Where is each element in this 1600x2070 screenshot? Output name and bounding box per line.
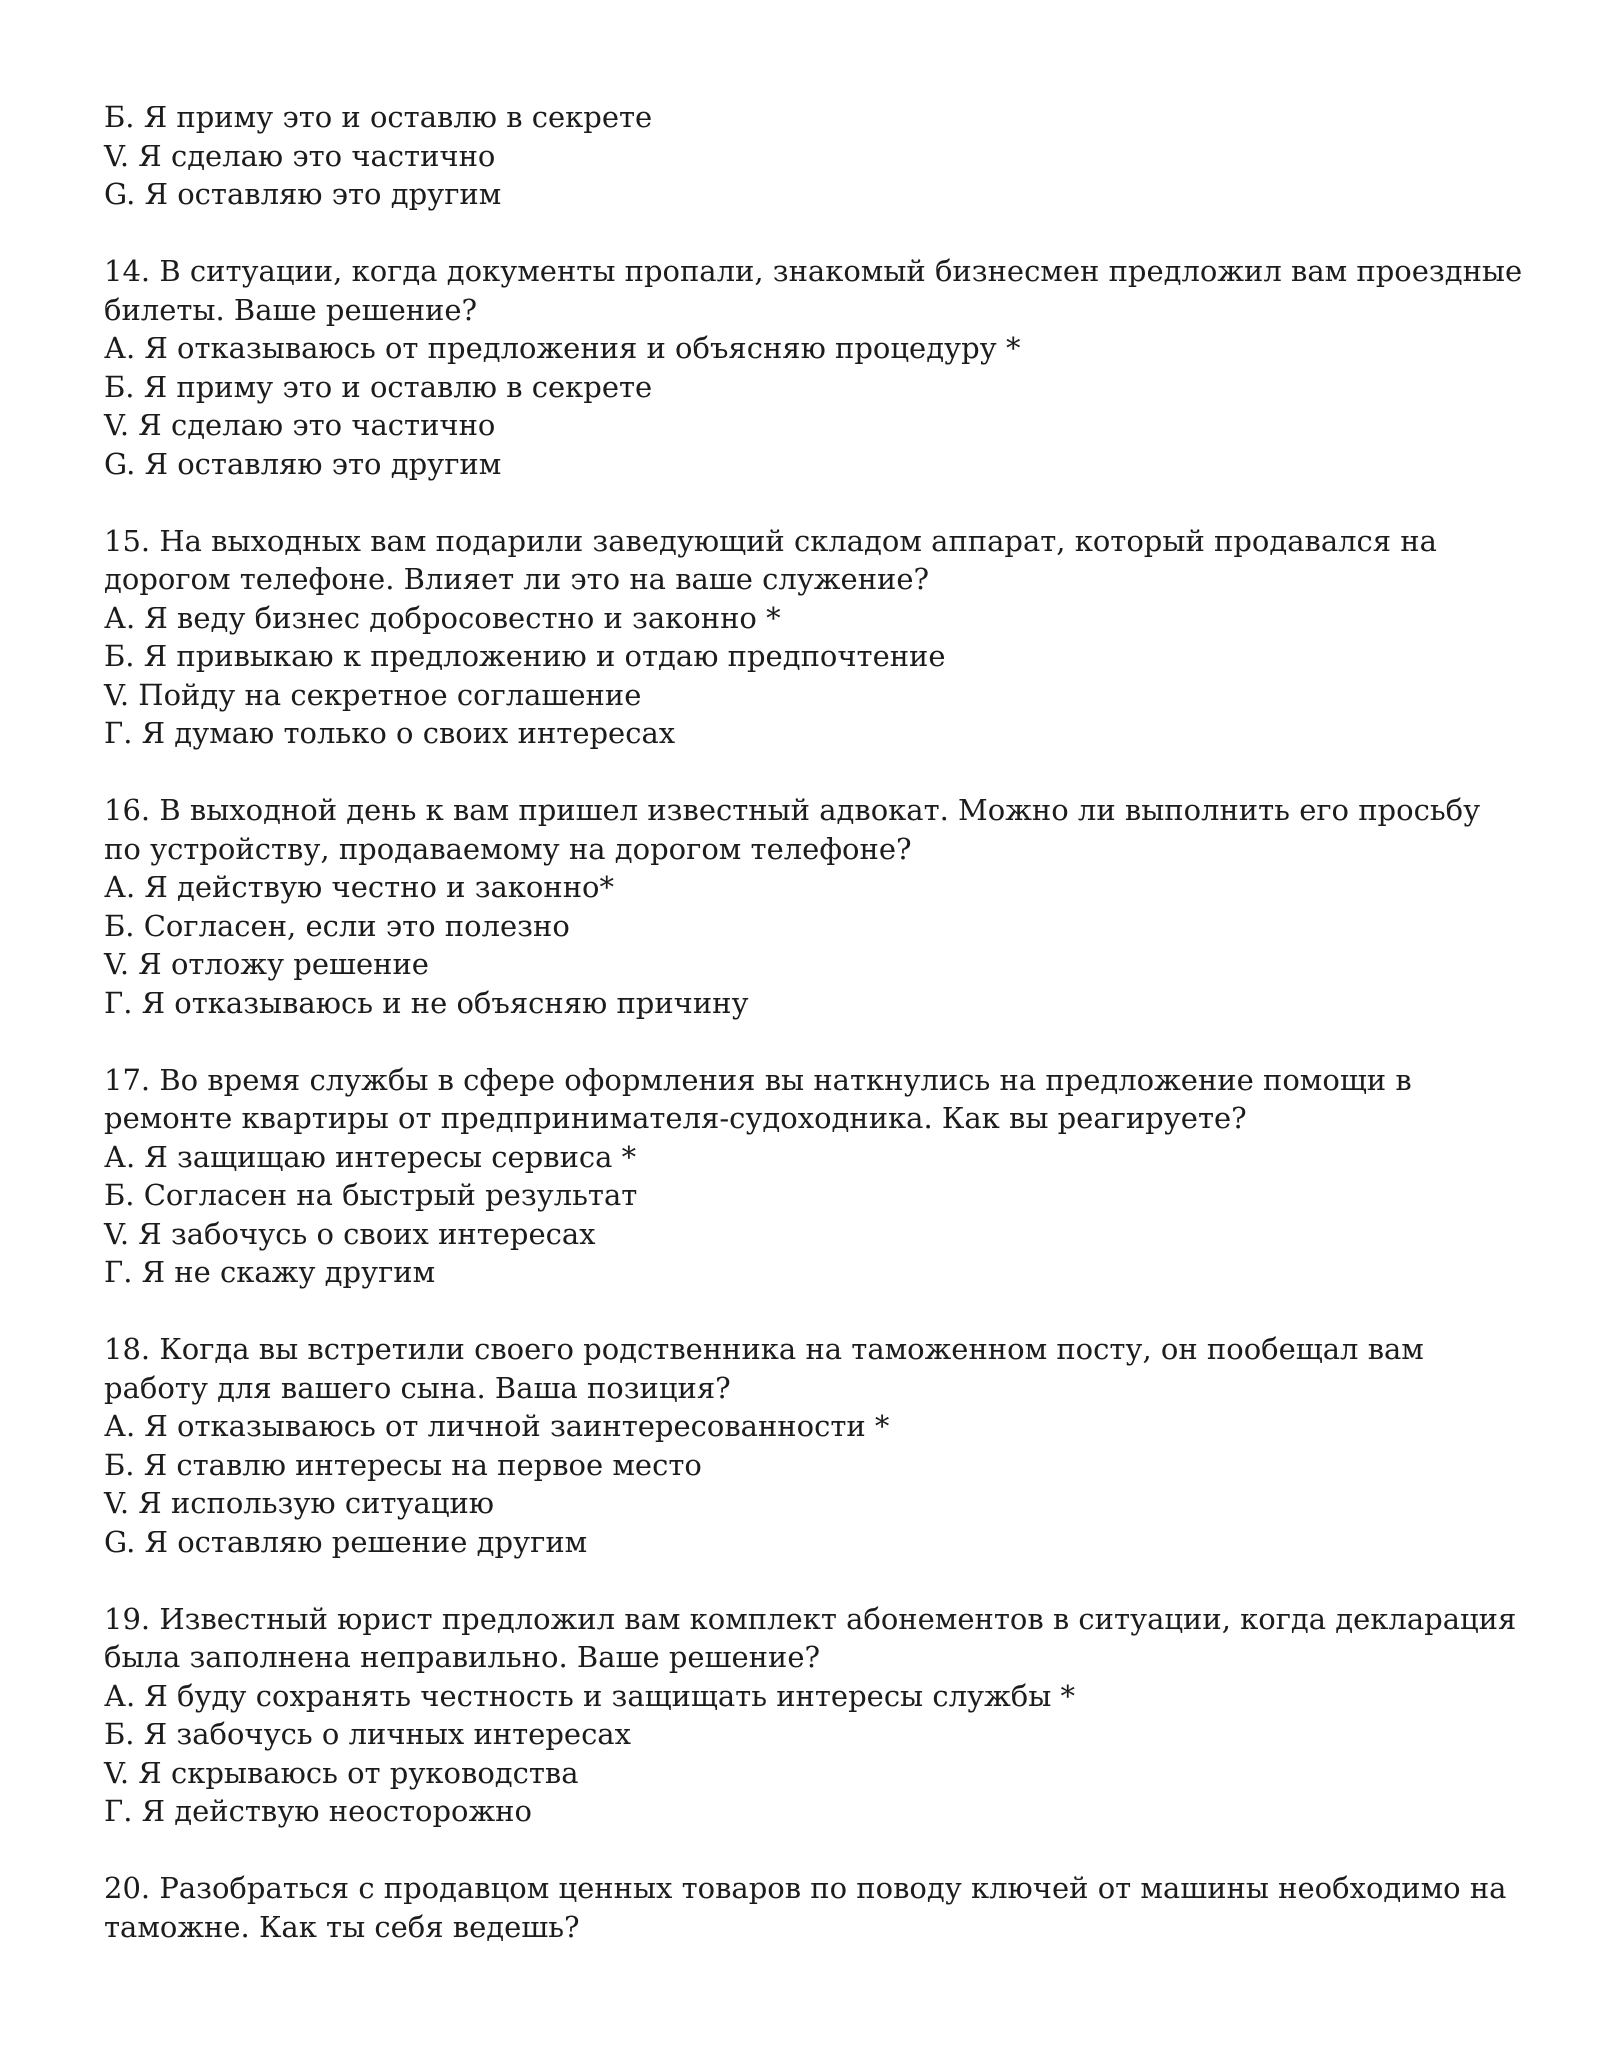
question-text: 16. В выходной день к вам пришел известный адвокат. Можно ли выполнить его просьбу по устройству, продаваемому на дорогом телефоне? — [104, 793, 1481, 866]
question-block-16 — [104, 791, 1524, 1022]
answer-option: А. Я отказываюсь от личной заинтересованности * — [104, 1409, 890, 1443]
answer-option: G. Я оставляю это другим — [104, 446, 502, 481]
answer-option: V. Я забочусь о своих интересах — [104, 1216, 596, 1251]
answer-option: Г. Я не скажу другим — [104, 1255, 436, 1289]
answer-option: Б. Я привыкаю к предложению и отдаю предпочтение — [104, 639, 946, 673]
question-text: 20. Разобраться с продавцом ценных товаров по поводу ключей от машины необходимо на таможне. Как ты себя ведешь? — [104, 1871, 1507, 1944]
answer-option: V. Я скрываюсь от руководства — [104, 1755, 579, 1790]
answer-option: Б. Я ставлю интересы на первое место — [104, 1447, 702, 1482]
question-text: 19. Известный юрист предложил вам комплект абонементов в ситуации, когда декларация была заполнена неправильно. Ваше решение? — [104, 1601, 1517, 1674]
answer-option: А. Я отказываюсь от предложения и объясняю процедуру * — [104, 331, 1021, 365]
question-block-20 — [104, 1869, 1524, 1946]
answer-option: А. Я защищаю интересы сервиса * — [104, 1139, 637, 1174]
answer-option: Б. Я забочусь о личных интересах — [104, 1717, 631, 1751]
answer-option: V. Я сделаю это частично — [104, 408, 496, 442]
question-text: 17. Во время службы в сфере оформления вы наткнулись на предложение помощи в ремонте квартиры от предпринимателя-судоходника. Как вы реагируете? — [104, 1062, 1412, 1135]
answer-option: Б. Согласен на быстрый результат — [104, 1178, 638, 1212]
answer-option: V. Пойду на секретное соглашение — [104, 677, 642, 712]
answer-option: V. Я сделаю это частично — [104, 138, 496, 173]
question-block-18 — [104, 1330, 1524, 1561]
answer-option: V. Я отложу решение — [104, 947, 429, 981]
document-page — [104, 98, 1524, 1985]
answer-option: Б. Я приму это и оставлю в секрете — [104, 100, 653, 134]
question-block-19 — [104, 1600, 1524, 1831]
answer-option: Г. Я отказываюсь и не объясняю причину — [104, 985, 749, 1020]
question-block-17 — [104, 1061, 1524, 1292]
question-block-13-continued — [104, 98, 1524, 214]
question-block-14 — [104, 252, 1524, 483]
answer-option: Б. Я приму это и оставлю в секрете — [104, 369, 653, 404]
question-text: 18. Когда вы встретили своего родственника на таможенном посту, он пообещал вам работу для вашего сына. Ваша позиция? — [104, 1332, 1424, 1405]
answer-option: Б. Согласен, если это полезно — [104, 908, 570, 943]
question-block-15 — [104, 522, 1524, 753]
answer-option: А. Я буду сохранять честность и защищать интересы службы * — [104, 1678, 1076, 1713]
question-text: 14. В ситуации, когда документы пропали, знакомый бизнесмен предложил вам проездные билеты. Ваше решение? — [104, 254, 1523, 327]
answer-option: А. Я веду бизнес добросовестно и законно * — [104, 600, 781, 635]
answer-option: Г. Я думаю только о своих интересах — [104, 716, 676, 750]
answer-option: Г. Я действую неосторожно — [104, 1794, 532, 1828]
answer-option: V. Я использую ситуацию — [104, 1486, 495, 1520]
answer-option: А. Я действую честно и законно* — [104, 870, 615, 904]
question-text: 15. На выходных вам подарили заведующий складом аппарат, который продавался на дорогом телефоне. Влияет ли это на ваше служение? — [104, 523, 1437, 596]
answer-option: G. Я оставляю это другим — [104, 177, 502, 211]
answer-option: G. Я оставляю решение другим — [104, 1524, 588, 1559]
